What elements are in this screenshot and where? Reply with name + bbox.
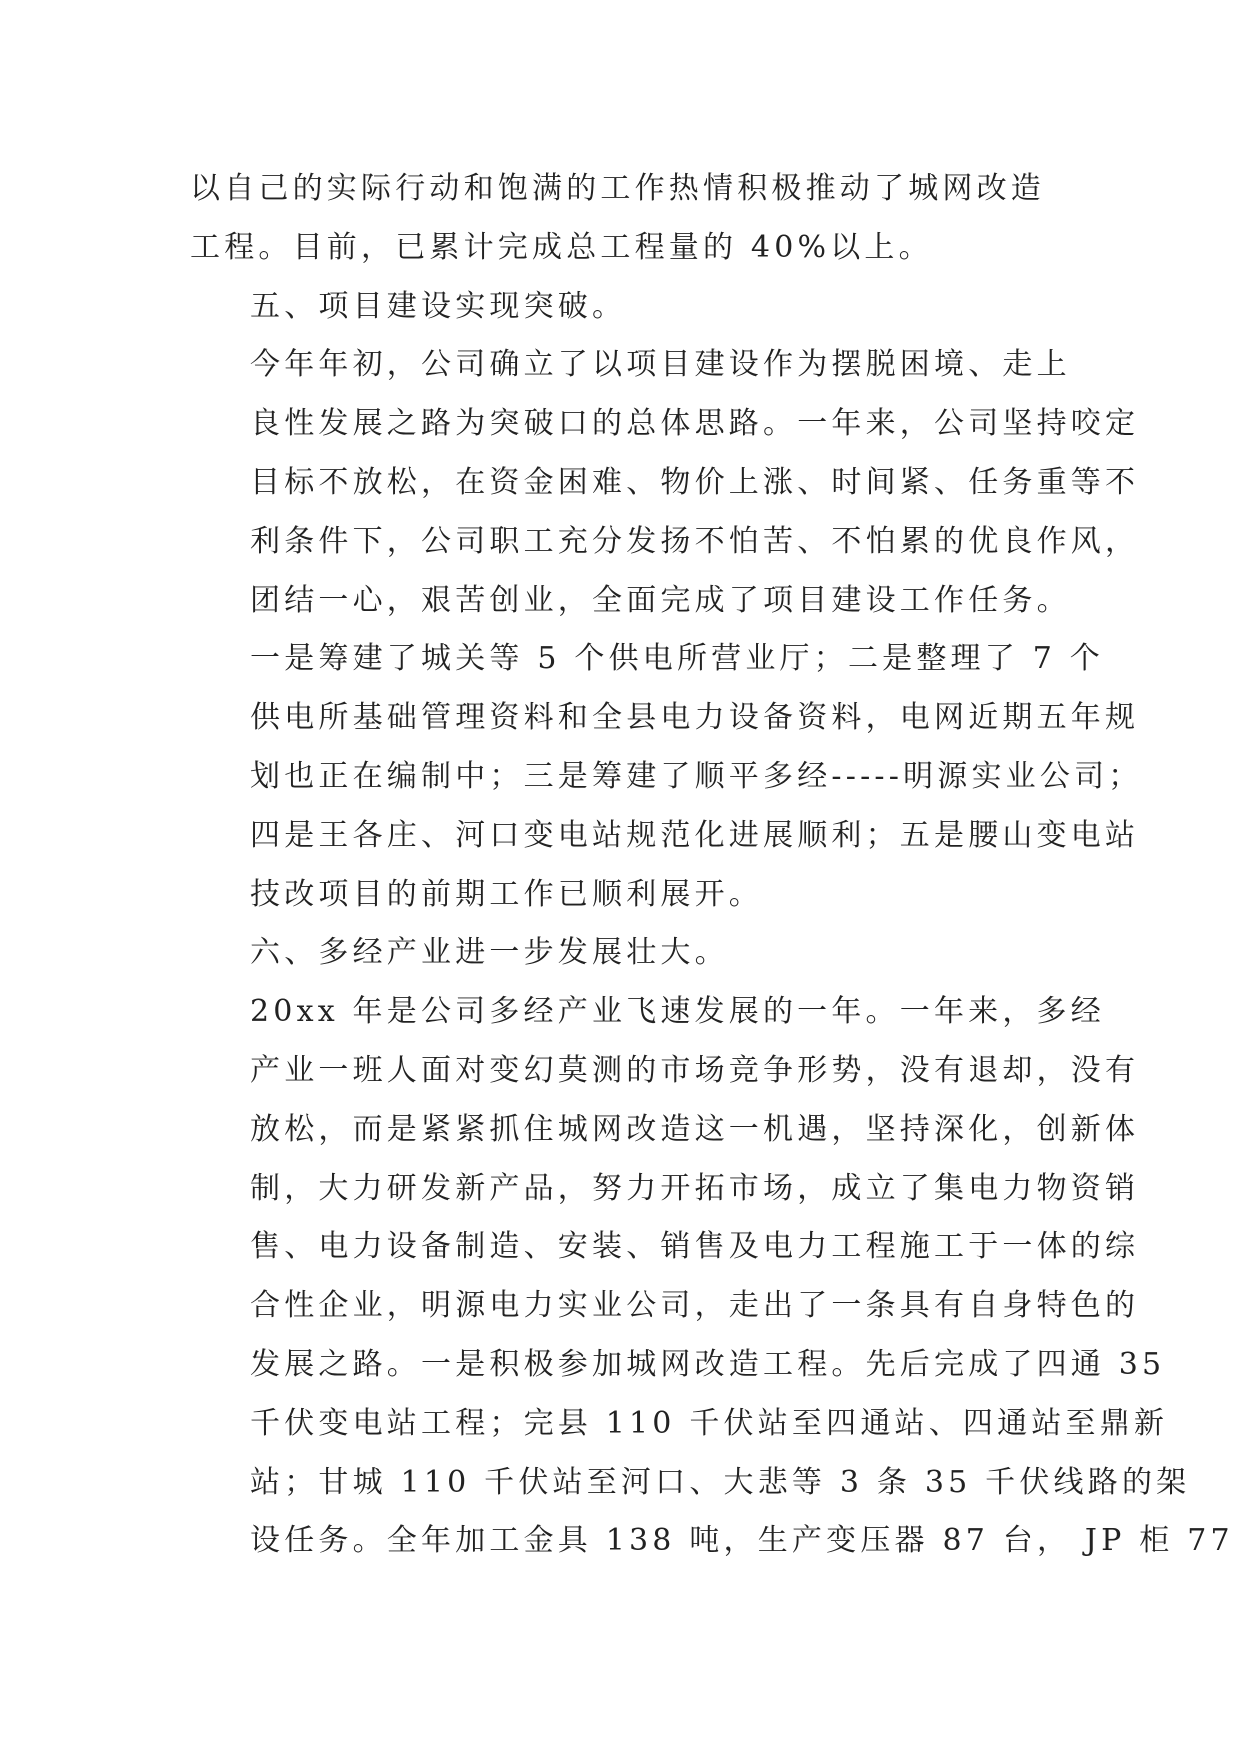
heading-text: 五、项目建设实现突破。 — [250, 288, 627, 324]
text-line: 售、电力设备制造、安装、销售及电力工程施工于一体的综 — [250, 1229, 1140, 1265]
text-line: 放松，而是紧紧抓住城网改造这一机遇，坚持深化，创新体 — [250, 1111, 1140, 1147]
text-line: 一是筹建了城关等 5 个供电所营业厅；二是整理了 7 个 — [250, 641, 1104, 677]
text-line: 良性发展之路为突破口的总体思路。一年来，公司坚持咬定 — [250, 406, 1140, 442]
text-line: 设任务。全年加工金具 138 吨，生产变压器 87 台， JP 柜 77 — [250, 1523, 1234, 1559]
text-line: 供电所基础管理资料和全县电力设备资料，电网近期五年规 — [250, 700, 1140, 736]
text-line: 产业一班人面对变幻莫测的市场竞争形势，没有退却，没有 — [250, 1052, 1140, 1088]
text-line: 今年年初，公司确立了以项目建设作为摆脱困境、走上 — [250, 347, 1071, 383]
section-heading-six — [190, 924, 1052, 983]
text-line: 千伏变电站工程；完县 110 千伏站至四通站、四通站至鼎新 — [250, 1405, 1169, 1441]
text-line: 发展之路。一是积极参加城网改造工程。先后完成了四通 35 — [250, 1346, 1166, 1382]
text-line: 工程。目前，已累计完成总工程量的 40%以上。 — [190, 229, 933, 265]
text-line: 目标不放松，在资金困难、物价上涨、时间紧、任务重等不 — [250, 464, 1140, 500]
paragraph — [190, 630, 1143, 924]
text-line: 站；甘城 110 千伏站至河口、大悲等 3 条 35 千伏线路的架 — [250, 1464, 1191, 1500]
paragraph-continuation — [190, 160, 1052, 278]
text-line: 技改项目的前期工作已顺利展开。 — [250, 876, 763, 912]
document-body — [190, 160, 1234, 1571]
paragraph — [190, 336, 1140, 630]
section-heading-five — [190, 278, 1052, 337]
text-line: 以自己的实际行动和饱满的工作热情积极推动了城网改造 — [190, 171, 1045, 206]
text-line: 20xx 年是公司多经产业飞速发展的一年。一年来，多经 — [250, 994, 1105, 1030]
text-line: 划也正在编制中；三是筹建了顺平多经-----明源实业公司； — [250, 758, 1143, 794]
text-line: 利条件下，公司职工充分发扬不怕苦、不怕累的优良作风， — [250, 523, 1140, 559]
heading-text: 六、多经产业进一步发展壮大。 — [250, 935, 729, 971]
text-line: 团结一心，艰苦创业，全面完成了项目建设工作任务。 — [250, 582, 1071, 618]
paragraph — [190, 983, 1234, 1571]
text-line: 制，大力研发新产品，努力开拓市场，成立了集电力物资销 — [250, 1170, 1140, 1206]
text-line: 四是王各庄、河口变电站规范化进展顺利；五是腰山变电站 — [250, 817, 1140, 853]
text-line: 合性企业，明源电力实业公司，走出了一条具有自身特色的 — [250, 1288, 1140, 1324]
